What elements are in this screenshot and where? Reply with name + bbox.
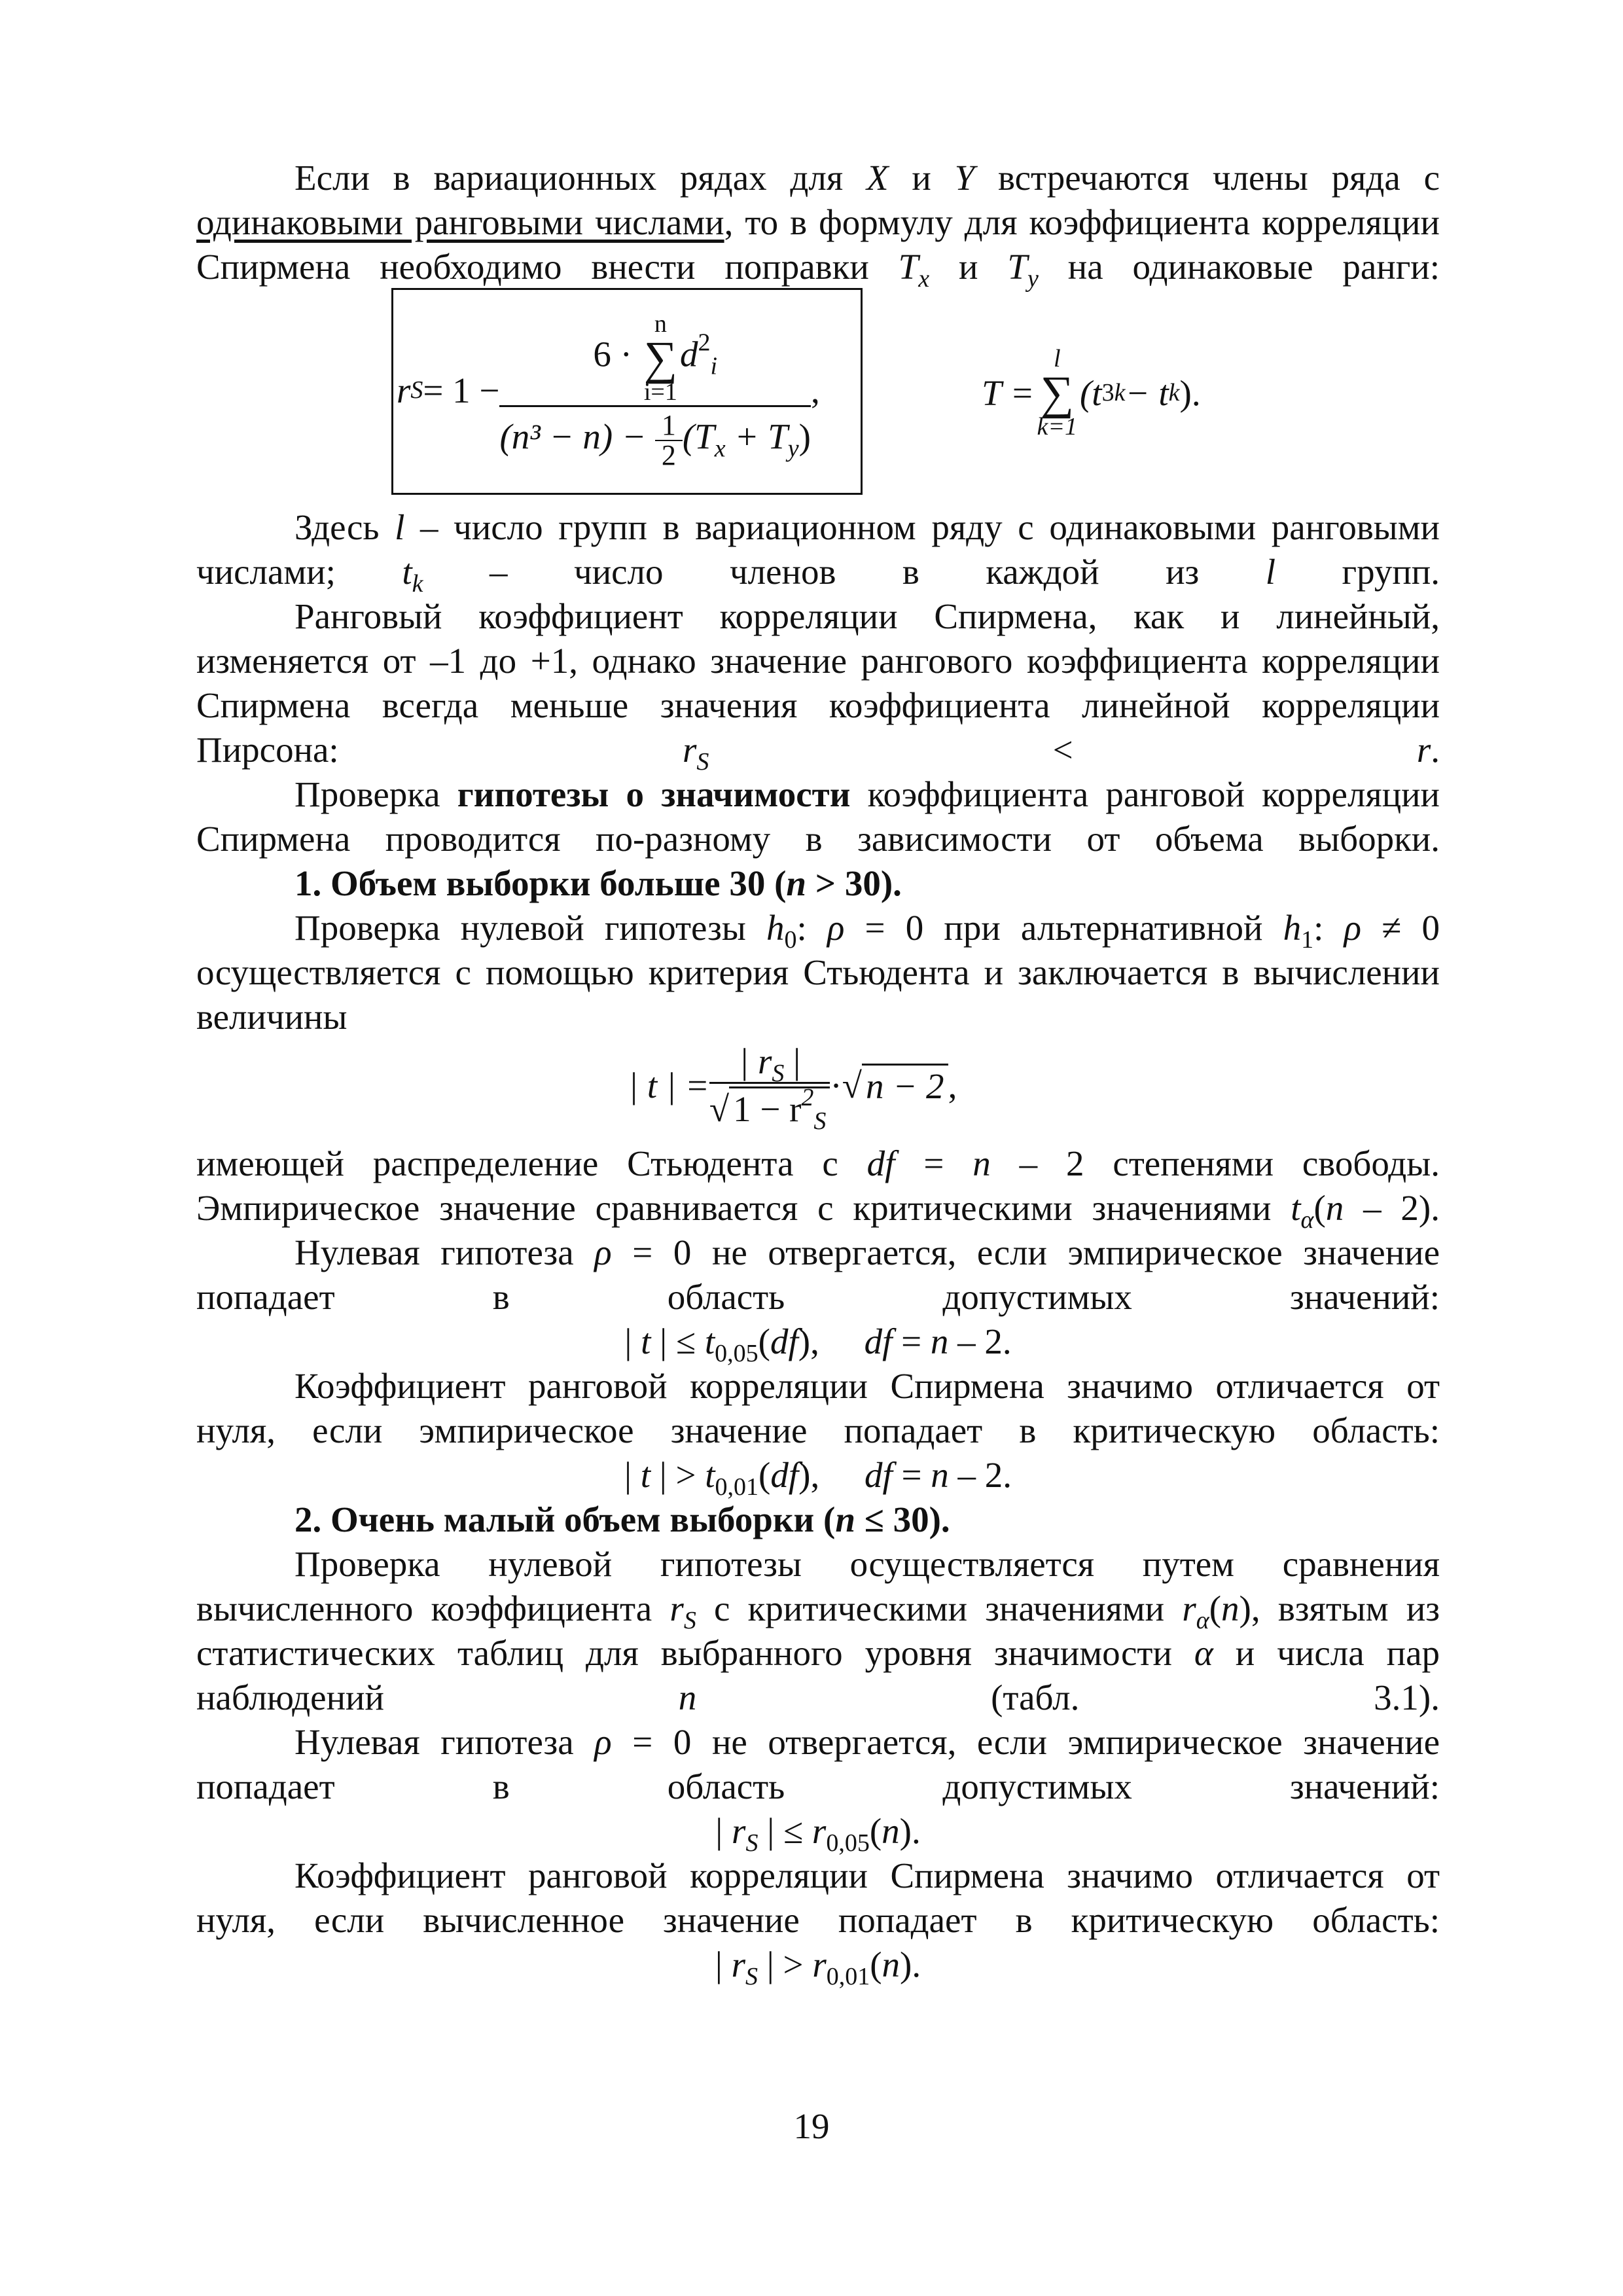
paragraph-small-sample-test: Проверка нулевой гипотезы осуществляется путем сравнения вычисленного коэффициента $r_S$ с критическими значениями $r_\alpha(n)$, взятым из статистических таблиц для выбранного уровня значимости α и числа пар наблюдений n (табл. 3.1). <box>196 1544 1440 1717</box>
paragraph-range: Ранговый коэффициент корреляции Спирмена, как и линейный, изменяется от –1 до +1, однако значение рангового коэффициента корреляции Спирмена всегда меньше значения коэффициента линейной корреляции Пирсона: $r_S < r$. <box>196 596 1440 776</box>
paragraph-accept-large: Нулевая гипотеза ρ = 0 не отвергается, если эмпирическое значение попадает в область допустимых значений: <box>196 1232 1440 1317</box>
underlined-term: одинаковыми ранговыми числами <box>196 202 724 242</box>
paragraph-reject-large: Коэффициент ранговой корреляции Спирмена значимо отличается от нуля, если эмпирическое значение попадает в критическую область: <box>196 1366 1440 1450</box>
heading-small-sample: 2. Очень малый объем выборки (n ≤ 30). <box>294 1499 950 1539</box>
heading-large-sample: 1. Объем выборки больше 30 (n > 30). <box>294 863 902 903</box>
formula-critical-region-small: | $r_S$ | > $r_{0,01}(n)$. <box>715 1945 921 1990</box>
paragraph-definitions: Здесь l – число групп в вариационном ряду с одинаковыми ранговыми числами; $t_k$ – число членов в каждой из l групп. <box>196 507 1440 598</box>
formula-spearman-ties: r S = 1 − 6 · n ∑ $i=1d^2_i$ (n³ − n) − $\frac{1}{2}$ $(T_x + T_y)$ , <box>397 310 820 471</box>
paragraph-hypothesis: Проверка гипотезы о значимости коэффициента ранговой корреляции Спирмена проводится по-разному в зависимости от объема выборки. <box>196 774 1440 859</box>
formula-fraction: 6 · n ∑ $i=1d^2_i$ (n³ − n) − $\frac{1}{2}$ $(T_x + T_y)$ <box>499 310 811 471</box>
formula-critical-region-large: | t | > $t_{0,01}(df)$, df = n – 2. <box>624 1455 1012 1501</box>
formula-student-t: | t | = $\frac{| r_S |}{√ 1 - r^2_S}$ · √ n − 2 , <box>628 1041 957 1135</box>
paragraph-intro: Если в вариационных рядах для X и Y встречаются члены ряда с одинаковыми ранговыми числами, то в формулу для коэффициента корреляции Спирмена необходимо внести поправки $T_x$ и $T_y$ на одинаковые ранги: <box>196 158 1440 293</box>
page-number: 19 <box>793 2106 830 2146</box>
formula-accept-region-small: | $r_S$ | ≤ $r_{0,05}(n)$. <box>715 1811 921 1857</box>
formula-accept-region-large: | t | ≤ $t_{0,05}(df)$, df = n – 2. <box>624 1321 1012 1367</box>
formula-T: T = l ∑ k=1 (t 3 k − t k ). <box>982 345 1201 440</box>
paragraph-null-hypothesis: Проверка нулевой гипотезы $h_0$: ρ = 0 при альтернативной $h_1$: ρ ≠ 0 осуществляется с помощью критерия Стьюдента и заключается в вычислении величины <box>196 908 1440 1037</box>
paragraph-distribution: имеющей распределение Стьюдента с df = n – 2 степенями свободы. Эмпирическое значение сравнивается с критическими значениями $t_\alpha(n - 2)$. <box>196 1143 1440 1234</box>
paragraph-reject-small: Коэффициент ранговой корреляции Спирмена значимо отличается от нуля, если вычисленное значение попадает в критическую область: <box>196 1856 1440 1940</box>
paragraph-accept-small: Нулевая гипотеза ρ = 0 не отвергается, если эмпирическое значение попадает в область допустимых значений: <box>196 1722 1440 1806</box>
